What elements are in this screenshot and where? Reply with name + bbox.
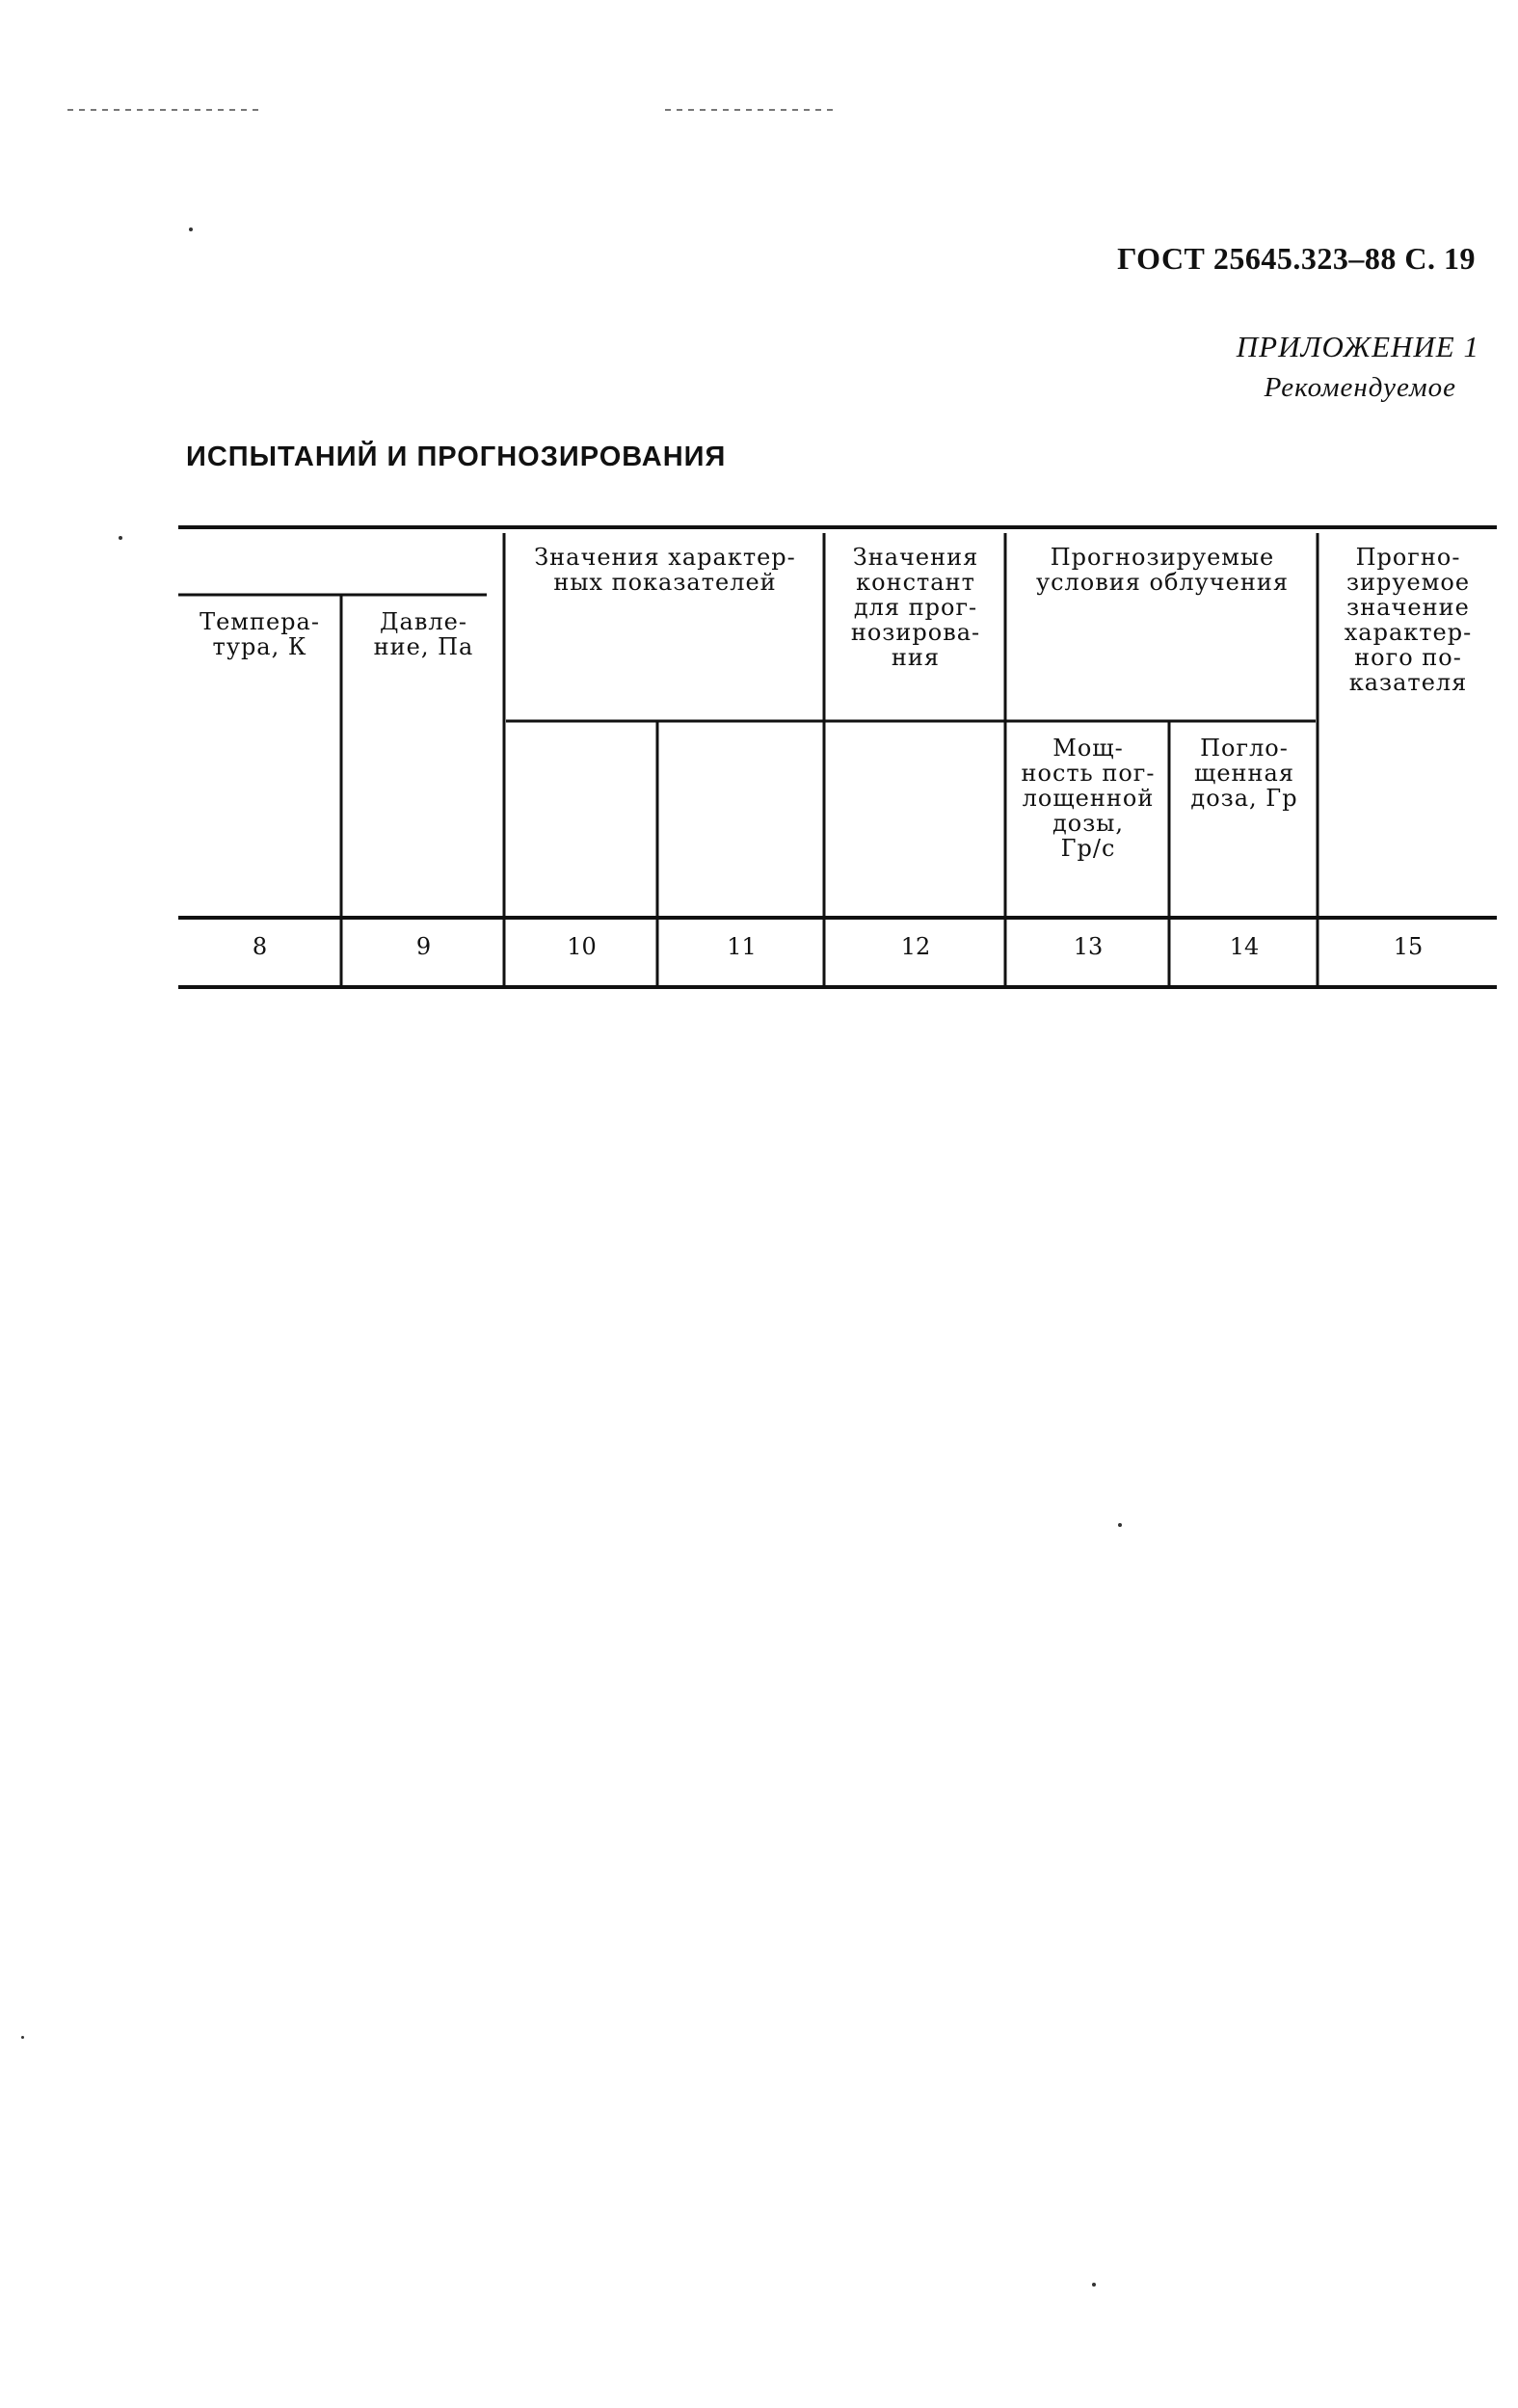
header-forecast-conditions: Прогнозируемые условия облучения <box>1035 544 1289 596</box>
header-characteristic-values: Значения характер- ных показателей <box>534 544 796 596</box>
column-number: 9 <box>415 933 432 960</box>
header-pressure: Давле- ние, Па <box>373 608 474 660</box>
appendix-status: Рекомендуемое <box>1264 372 1456 403</box>
scan-speck <box>1118 1523 1122 1527</box>
column-number: 12 <box>900 933 931 960</box>
scan-speck <box>1092 2283 1096 2287</box>
appendix-label: ПРИЛОЖЕНИЕ 1 <box>1236 330 1479 363</box>
column-number: 8 <box>252 933 268 960</box>
section-title: ИСПЫТАНИЙ И ПРОГНОЗИРОВАНИЯ <box>186 441 727 472</box>
column-number: 13 <box>1073 933 1104 960</box>
column-number: 15 <box>1393 933 1424 960</box>
header-absorbed-dose: Погло- щенная доза, Гр <box>1190 735 1298 812</box>
column-number: 14 <box>1229 933 1260 960</box>
scan-speck <box>21 2036 24 2039</box>
table-grid <box>0 0 1518 1060</box>
header-dose-rate: Мощ- ность пог- лощенной дозы, Гр/с <box>1021 735 1156 862</box>
header-forecast-constants: Значения констант для прог- нозирова- ния <box>850 544 981 671</box>
header-forecast-value: Прогно- зируемое значение характер- ного по- казателя <box>1344 544 1473 696</box>
column-number: 11 <box>727 933 757 960</box>
column-number: 10 <box>567 933 597 960</box>
header-temperature: Темпера- тура, К <box>200 608 320 660</box>
document-code: ГОСТ 25645.323–88 С. 19 <box>1117 241 1476 276</box>
